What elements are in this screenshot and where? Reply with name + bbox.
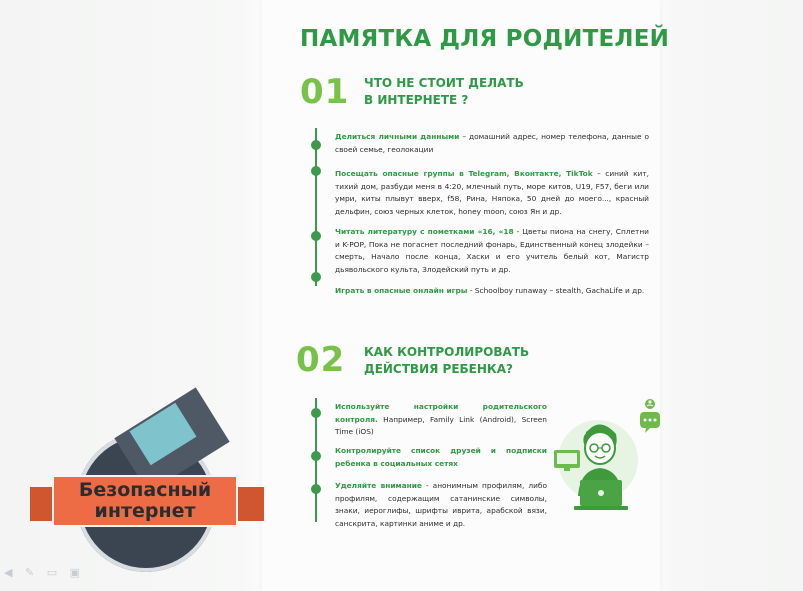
monitor-icon (554, 450, 580, 471)
badge-ribbon: Безопасный интернет (52, 475, 238, 527)
ribbon-tail-right (234, 487, 264, 521)
timeline-dot (311, 272, 321, 282)
screen-icon[interactable]: ▣ (69, 566, 80, 579)
timeline-dot (311, 451, 321, 461)
control-item-3 (335, 480, 547, 530)
dont-item-4 (335, 285, 649, 298)
undo-icon[interactable]: ◀ (4, 566, 13, 579)
section-number-2: 02 (296, 340, 346, 380)
dont-item-3 (335, 226, 649, 276)
timeline-dot (311, 408, 321, 418)
eraser-icon[interactable]: ▭ (46, 566, 58, 579)
item-text: Например, Family Link (Android), Screen Time (iOS) (335, 414, 547, 437)
pen-icon[interactable]: ✎ (24, 566, 35, 579)
timeline-1 (315, 128, 317, 286)
chat-bubble-icon (640, 412, 660, 433)
user-group-icon (645, 399, 655, 409)
item-text: - Schoolboy runaway – stealth, GachaLife и др. (467, 286, 645, 295)
section-heading-2: КАК КОНТРОЛИРОВАТЬ ДЕЙСТВИЯ РЕБЕНКА? (364, 345, 530, 376)
control-item-2 (335, 445, 547, 470)
section-number-1: 01 (300, 72, 350, 112)
page-title: ПАМЯТКА ДЛЯ РОДИТЕЛЕЙ (300, 26, 670, 52)
item-highlight: Уделяйте внимание (335, 481, 422, 490)
item-text: – домашний адрес, номер телефона, данные о своей семье, геолокации (335, 132, 649, 154)
item-text: - анонимным профилям, либо профилям, содержащим сатанинские символы, знаки, иероглифы, шрифты иврита, арабской вязи, санскрита, картинки аниме и др. (335, 481, 547, 528)
timeline-dot (311, 231, 321, 241)
section-heading-1: ЧТО НЕ СТОИТ ДЕЛАТЬ В ИНТЕРНЕТЕ ? (364, 76, 524, 107)
dont-item-1 (335, 131, 649, 156)
item-highlight: Контролируйте список друзей и подписки ребенка в социальных сетях (335, 446, 547, 468)
control-item-1 (335, 401, 547, 439)
item-text: – синий кит, тихий дом, разбуди меня в 4:20, млечный путь, море китов, U19, F57, беги или умри, киты плывут вверх, f58, Рина, Няпока, 50 дней до моего..., красный дельфин, союз черных клеток, honey moon, союз Ян и др. (335, 169, 649, 216)
item-highlight: Играть в опасные онлайн игры (335, 286, 468, 295)
item-highlight: Делиться личными данными (335, 132, 460, 141)
timeline-dot (311, 166, 321, 176)
item-highlight: Посещать опасные группы в Telegram, Вконтакте, TikTok (335, 169, 593, 178)
dont-item-2 (335, 168, 649, 218)
timeline-dot (311, 140, 321, 150)
item-highlight: Читать литературу с пометками «16, «18 (335, 227, 514, 236)
item-text: - Цветы пиона на снегу, Сплетни и K-POP, Пока не погаснет последний фонарь, Единственный конец злодейки – смерть, Начало после конца, Хаски и его учитель белый кот, Магистр дьявольского культа, Злодейский путь и др. (335, 227, 649, 274)
child-with-laptop-illustration (550, 398, 668, 528)
item-highlight: Используйте настройки родительского контроля. (335, 402, 547, 424)
slideshow-toolbar (4, 566, 89, 579)
timeline-dot (311, 484, 321, 494)
